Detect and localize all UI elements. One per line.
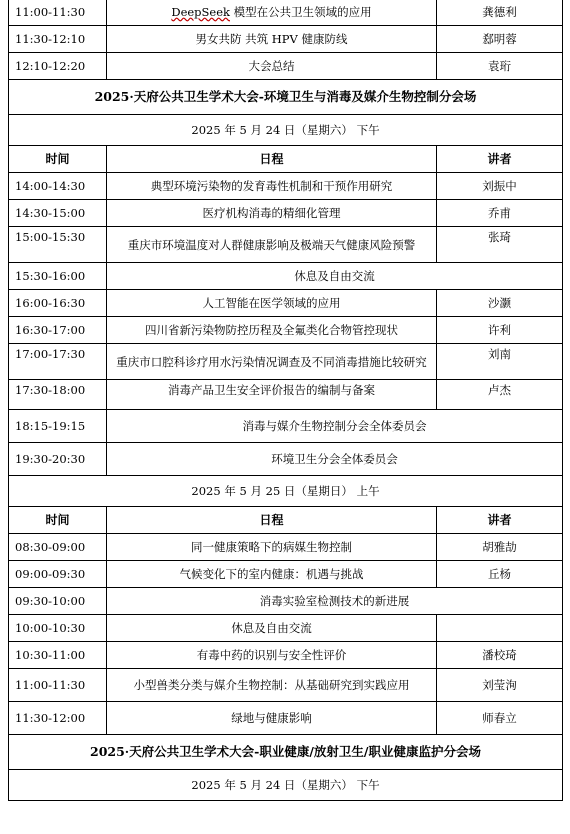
time-cell: 17:30-18:00 (9, 380, 107, 410)
topic-cell: 重庆市环境温度对人群健康影响及极端天气健康风险预警 (107, 227, 437, 263)
table-row (9, 53, 563, 80)
speaker-cell: 乔甫 (437, 200, 563, 227)
topic-cell: 消毒与媒介生物控制分会全体委员会 (107, 410, 563, 443)
topic-cell: 消毒实验室检测技术的新进展 (107, 588, 563, 615)
topic-cell: 男女共防 共筑 HPV 健康防线 (107, 26, 437, 53)
header-time: 时间 (9, 146, 107, 173)
topic-cell: 气候变化下的室内健康：机遇与挑战 (107, 561, 437, 588)
topic-cell: 环境卫生分会全体委员会 (107, 443, 563, 476)
time-cell: 11:00-11:30 (9, 0, 107, 26)
table-row (9, 317, 563, 344)
time-cell: 16:30-17:00 (9, 317, 107, 344)
speaker-cell: 郄明蓉 (437, 26, 563, 53)
speaker-cell: 龚德利 (437, 0, 563, 26)
topic-prefix: DeepSeek (171, 5, 230, 19)
speaker-cell: 卢杰 (437, 380, 563, 410)
topic-cell: 四川省新污染物防控历程及全氟类化合物管控现状 (107, 317, 437, 344)
speaker-cell: 师春立 (437, 702, 563, 735)
topic-cell: 绿地与健康影响 (107, 702, 437, 735)
time-cell: 14:00-14:30 (9, 173, 107, 200)
header-topic: 日程 (107, 146, 437, 173)
speaker-cell: 刘振中 (437, 173, 563, 200)
section-title: 2025·天府公共卫生学术大会-职业健康/放射卫生/职业健康监护分会场 (9, 735, 563, 770)
session-date: 2025 年 5 月 24 日（星期六） 下午 (9, 770, 563, 801)
schedule-table (8, 0, 563, 801)
table-row (9, 380, 563, 410)
section-title-row (9, 80, 563, 115)
table-row (9, 588, 563, 615)
table-row (9, 0, 563, 26)
topic-cell (107, 0, 437, 26)
session-date: 2025 年 5 月 24 日（星期六） 下午 (9, 115, 563, 146)
speaker-cell: 刘莹洵 (437, 669, 563, 702)
speaker-cell: 许利 (437, 317, 563, 344)
topic-cell: 同一健康策略下的病媒生物控制 (107, 534, 437, 561)
table-row (9, 290, 563, 317)
section-title: 2025·天府公共卫生学术大会-环境卫生与消毒及媒介生物控制分会场 (9, 80, 563, 115)
header-time: 时间 (9, 507, 107, 534)
topic-cell: 小型兽类分类与媒介生物控制：从基础研究到实践应用 (107, 669, 437, 702)
time-cell: 17:00-17:30 (9, 344, 107, 380)
topic-cell: 有毒中药的识别与安全性评价 (107, 642, 437, 669)
speaker-cell: 张琦 (437, 227, 563, 263)
table-row (9, 534, 563, 561)
table-row (9, 410, 563, 443)
header-speaker: 讲者 (437, 507, 563, 534)
table-row (9, 227, 563, 263)
speaker-cell: 胡雅劼 (437, 534, 563, 561)
topic-cell: 休息及自由交流 (107, 263, 563, 290)
time-cell: 16:00-16:30 (9, 290, 107, 317)
table-row (9, 642, 563, 669)
time-cell: 18:15-19:15 (9, 410, 107, 443)
table-row (9, 615, 563, 642)
topic-cell: 典型环境污染物的发育毒性机制和干预作用研究 (107, 173, 437, 200)
speaker-cell: 刘南 (437, 344, 563, 380)
topic-cell: 消毒产品卫生安全评价报告的编制与备案 (107, 380, 437, 410)
date-row (9, 770, 563, 801)
speaker-cell: 袁珩 (437, 53, 563, 80)
topic-cell: 人工智能在医学领域的应用 (107, 290, 437, 317)
speaker-cell: 潘校琦 (437, 642, 563, 669)
time-cell: 11:00-11:30 (9, 669, 107, 702)
time-cell: 10:00-10:30 (9, 615, 107, 642)
speaker-cell: 丘杨 (437, 561, 563, 588)
time-cell: 11:30-12:10 (9, 26, 107, 53)
topic-cell: 重庆市口腔科诊疗用水污染情况调查及不同消毒措施比较研究 (107, 344, 437, 380)
time-cell: 14:30-15:00 (9, 200, 107, 227)
time-cell: 10:30-11:00 (9, 642, 107, 669)
header-speaker: 讲者 (437, 146, 563, 173)
section-title-row (9, 735, 563, 770)
table-row (9, 561, 563, 588)
time-cell: 08:30-09:00 (9, 534, 107, 561)
table-row (9, 200, 563, 227)
topic-cell: 大会总结 (107, 53, 437, 80)
time-cell: 19:30-20:30 (9, 443, 107, 476)
table-row (9, 263, 563, 290)
table-row (9, 26, 563, 53)
table-row (9, 344, 563, 380)
time-cell: 09:30-10:00 (9, 588, 107, 615)
header-row (9, 146, 563, 173)
time-cell: 12:10-12:20 (9, 53, 107, 80)
time-cell: 15:00-15:30 (9, 227, 107, 263)
time-cell: 15:30-16:00 (9, 263, 107, 290)
speaker-cell (437, 615, 563, 642)
table-row (9, 173, 563, 200)
table-row (9, 702, 563, 735)
topic-cell: 医疗机构消毒的精细化管理 (107, 200, 437, 227)
time-cell: 09:00-09:30 (9, 561, 107, 588)
topic-text: 模型在公共卫生领域的应用 (230, 5, 372, 19)
header-row (9, 507, 563, 534)
header-topic: 日程 (107, 507, 437, 534)
topic-cell: 休息及自由交流 (107, 615, 437, 642)
session-date: 2025 年 5 月 25 日（星期日） 上午 (9, 476, 563, 507)
time-cell: 11:30-12:00 (9, 702, 107, 735)
table-row (9, 669, 563, 702)
date-row (9, 115, 563, 146)
date-row (9, 476, 563, 507)
table-row (9, 443, 563, 476)
speaker-cell: 沙灏 (437, 290, 563, 317)
